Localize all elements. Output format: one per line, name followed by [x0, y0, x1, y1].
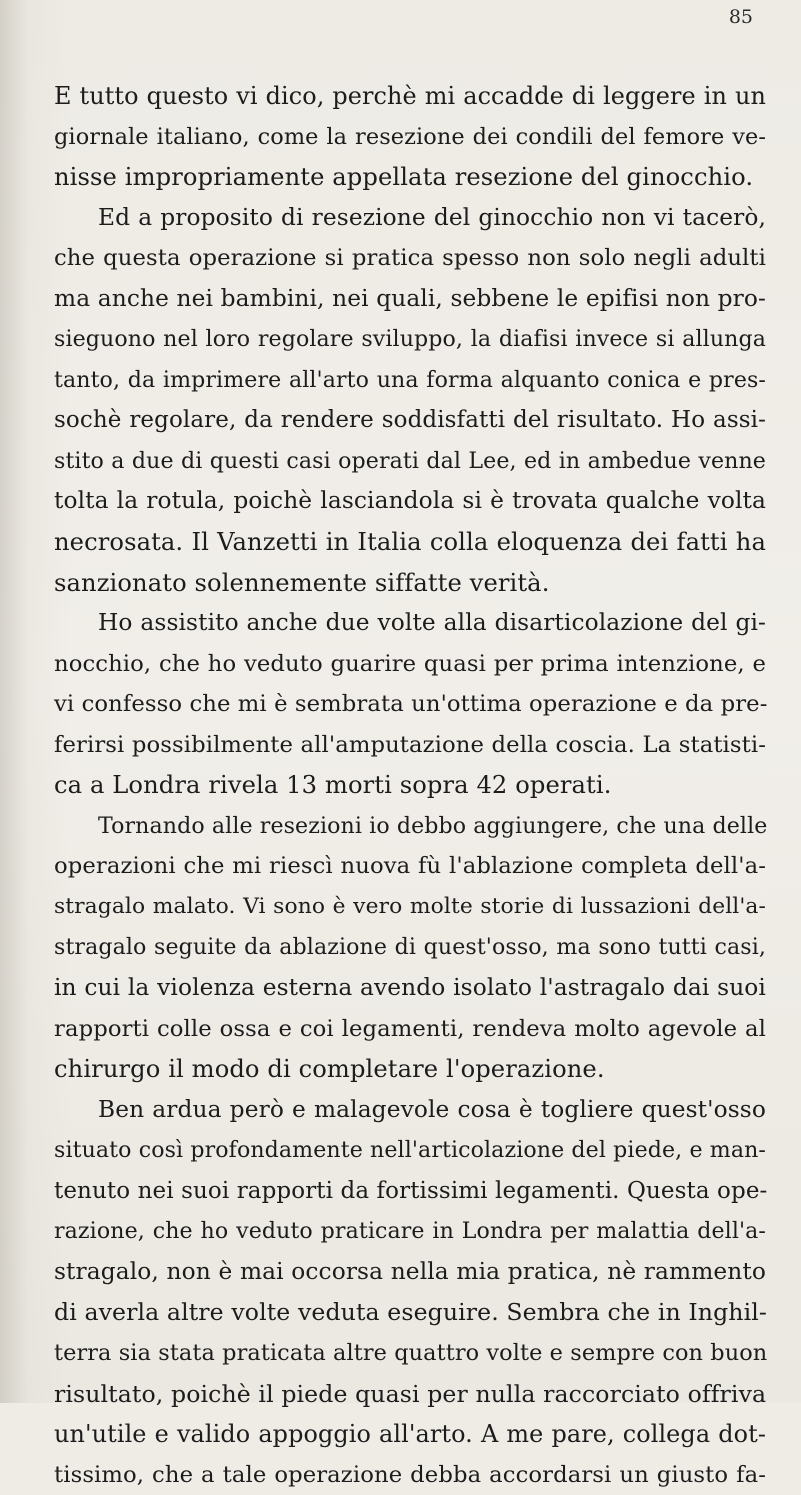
text-line: Ed a proposito di resezione del ginocchio non vi tacerò, — [98, 203, 766, 231]
text-line: nocchio, che ho veduto guarire quasi per prima intenzione, e — [54, 650, 766, 677]
text-line: giornale italiano, come la resezione dei condili del femore ve- — [54, 123, 766, 150]
text-line: stragalo seguite da ablazione di quest'osso, ma sono tutti casi, — [54, 934, 766, 961]
text-line: Ho assistito anche due volte alla disarticolazione del gi- — [98, 609, 766, 637]
text-line: terra sia stata praticata altre quattro volte e sempre con buon — [54, 1339, 768, 1366]
text-line: ca a Londra rivela 13 morti sopra 42 operati. — [54, 771, 612, 800]
text-line: di averla altre volte veduta eseguire. Sembra che in Inghil- — [54, 1298, 767, 1327]
text-line: stragalo malato. Vi sono è vero molte storie di lussazioni dell'a- — [54, 893, 766, 919]
text-line: vi confesso che mi è sembrata un'ottima operazione e da pre- — [54, 691, 768, 718]
text-line: tolta la rotula, poichè lasciandola si è trovata qualche volta — [54, 487, 766, 515]
text-line: sieguono nel loro regolare sviluppo, la diafisi invece si allunga — [54, 326, 766, 353]
body-text — [54, 76, 766, 1495]
text-line: Ben ardua però e malagevole cosa è togliere quest'osso — [98, 1095, 766, 1123]
text-line: sochè regolare, da rendere soddisfatti del risultato. Ho assi- — [54, 407, 766, 434]
text-line: stragalo, non è mai occorsa nella mia pratica, nè rammento — [54, 1257, 766, 1285]
text-line: stito a due di questi casi operati dal Lee, ed in ambedue venne — [54, 447, 766, 474]
text-line: tanto, da imprimere all'arto una forma alquanto conica e pres- — [54, 366, 766, 393]
text-line: in cui la violenza esterna avendo isolato l'astragalo dai suoi — [54, 974, 766, 1002]
text-line: situato così profondamente nell'articolazione del piede, e man- — [54, 1137, 766, 1164]
page-number: 85 — [728, 6, 753, 28]
text-line: ma anche nei bambini, nei quali, sebbene le epifisi non pro- — [54, 284, 766, 312]
text-line: che questa operazione si pratica spesso non solo negli adulti — [54, 245, 766, 272]
text-line: chirurgo il modo di completare l'operazione. — [54, 1055, 605, 1084]
text-line: risultato, poichè il piede quasi per nulla raccorciato offriva — [54, 1379, 767, 1408]
text-line: operazioni che mi riescì nuova fù l'ablazione completa dell'a- — [54, 853, 766, 880]
text-line: necrosata. Il Vanzetti in Italia colla eloquenza dei fatti ha — [54, 528, 766, 557]
text-line: tissimo, che a tale operazione debba accordarsi un giusto fa- — [54, 1461, 766, 1488]
text-line: razione, che ho veduto praticare in Londra per malattia dell'a- — [54, 1218, 766, 1245]
text-line: un'utile e valido appoggio all'arto. A me pare, collega dot- — [54, 1420, 766, 1449]
text-line: rapporti colle ossa e coi legamenti, rendeva molto agevole al — [54, 1015, 766, 1042]
text-line: sanzionato solennemente siffatte verità. — [54, 568, 550, 597]
text-line: Tornando alle resezioni io debbo aggiungere, che una delle — [98, 812, 768, 839]
text-line: E tutto questo vi dico, perchè mi accadde di leggere in un — [54, 82, 766, 110]
text-line: nisse impropriamente appellata resezione del ginocchio. — [54, 163, 754, 192]
text-line: tenuto nei suoi rapporti da fortissimi legamenti. Questa ope- — [54, 1177, 768, 1204]
text-line: ferirsi possibilmente all'amputazione della coscia. La statisti- — [54, 731, 766, 758]
